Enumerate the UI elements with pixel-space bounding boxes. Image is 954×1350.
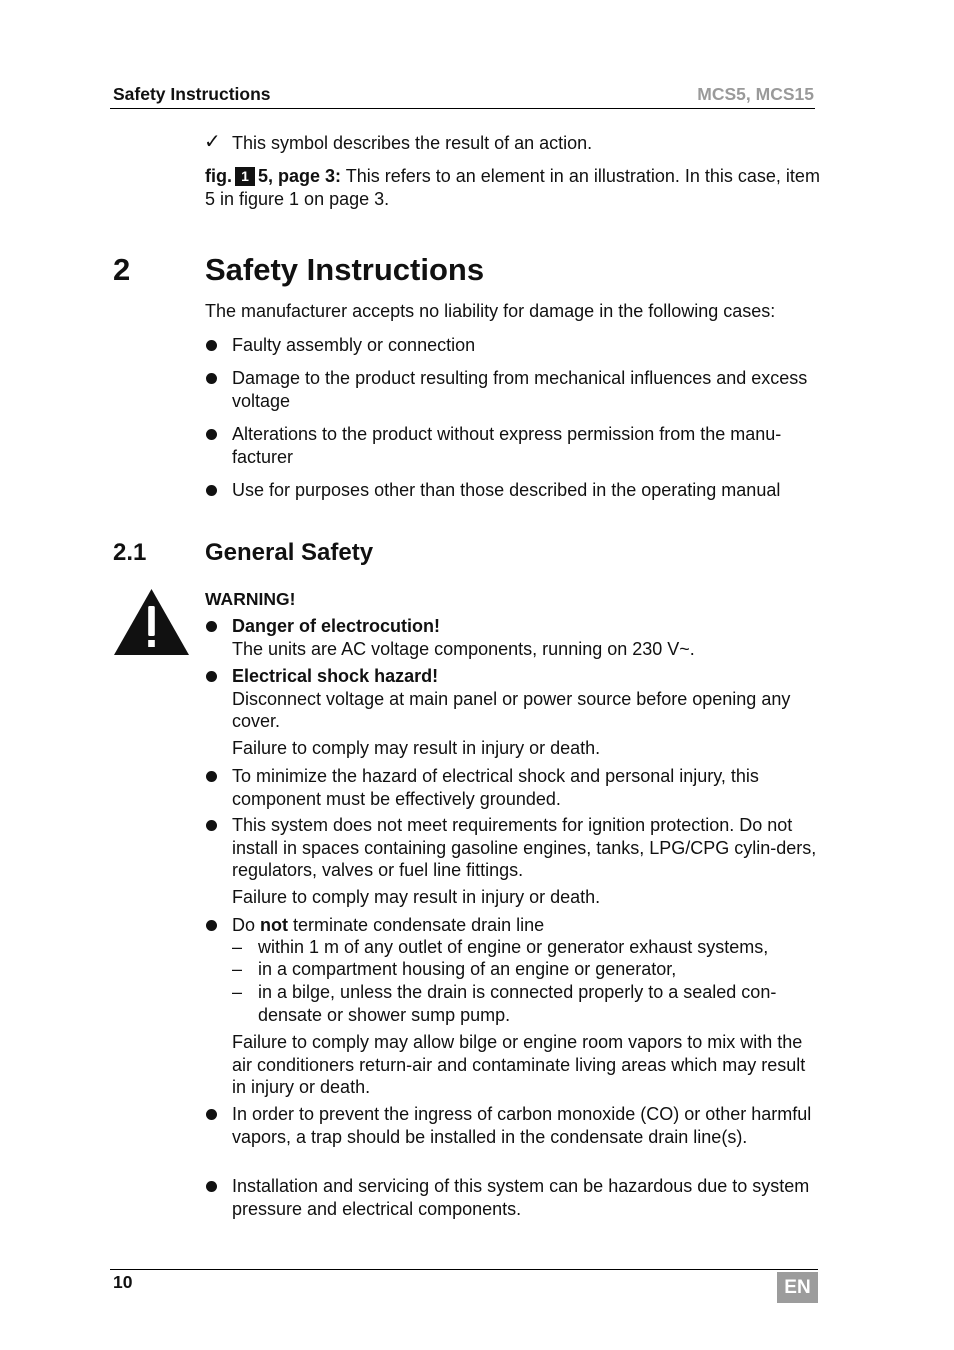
- checkmark-icon: ✓: [204, 131, 221, 153]
- bullet-icon: [206, 671, 217, 682]
- list-item: This system does not meet requirements for ignition protection. Do not install in spaces containing gasoline engines, tanks, LPG/CPG cylin-ders, regulators, valves or fuel line fittings.: [205, 814, 820, 882]
- page-number: 10: [113, 1272, 133, 1292]
- bullet-icon: [206, 1109, 217, 1120]
- sub-list-item: – in a compartment housing of an engine or generator,: [232, 959, 677, 979]
- figure-number-box: 1: [235, 167, 255, 186]
- bullet-icon: [206, 820, 217, 831]
- sub-list-item: – within 1 m of any outlet of engine or generator exhaust systems,: [232, 937, 769, 957]
- list-item: Danger of electrocution! The units are AC voltage components, running on 230 V~.: [205, 615, 820, 660]
- footer-rule: [110, 1269, 818, 1270]
- bullet-icon: [206, 920, 217, 931]
- figure-reference-note: fig. 1 5, page 3: This refers to an element in an illustration. In this case, item 5 in figure 1 on page 3.: [205, 166, 820, 209]
- list-item: Do not terminate condensate drain line: [205, 914, 820, 937]
- section-title: Safety Instructions: [205, 252, 485, 287]
- list-item: Use for purposes other than those described in the operating manual: [205, 479, 820, 502]
- bullet-icon: [206, 771, 217, 782]
- warning-triangle-icon: [113, 588, 190, 656]
- subsection-number: 2.1: [113, 539, 147, 566]
- list-item: In order to prevent the ingress of carbon monoxide (CO) or other harmful vapors, a trap should be installed in the condensate drain line(s).: [205, 1103, 820, 1148]
- list-item: Installation and servicing of this system can be hazardous due to system pressure and electrical components.: [205, 1175, 820, 1220]
- list-item: Damage to the product resulting from mechanical influences and excess voltage: [205, 367, 820, 412]
- liability-lead: The manufacturer accepts no liability for damage in the following cases:: [205, 301, 776, 321]
- failure-note: Failure to comply may result in injury or death.: [232, 887, 601, 907]
- list-item: To minimize the hazard of electrical shock and personal injury, this component must be effectively grounded.: [205, 765, 820, 810]
- list-item: Faulty assembly or connection: [205, 334, 820, 357]
- list-item: Alterations to the product without express permission from the manu-facturer: [205, 423, 820, 468]
- sub-list-item: – in a bilge, unless the drain is connected properly to a sealed con-densate or shower sump pump.: [232, 982, 777, 1025]
- section-number: 2: [113, 252, 131, 287]
- failure-note: Failure to comply may result in injury or death.: [232, 738, 601, 758]
- bullet-icon: [206, 621, 217, 632]
- bullet-icon: [206, 485, 217, 496]
- bullet-icon: [206, 373, 217, 384]
- bullet-icon: [206, 340, 217, 351]
- failure-note: Failure to comply may allow bilge or engine room vapors to mix with the air conditioners return-air and contaminate living areas which may result in injury or death.: [232, 1032, 806, 1098]
- language-badge: EN: [777, 1272, 818, 1303]
- running-header-title: Safety Instructions: [113, 84, 271, 104]
- bullet-icon: [206, 429, 217, 440]
- warning-label: WARNING!: [205, 589, 296, 609]
- running-header-model: MCS5, MCS15: [697, 84, 814, 104]
- list-item: Electrical shock hazard! Disconnect voltage at main panel or power source before opening any cover.: [205, 665, 820, 733]
- result-symbol-note: ✓ This symbol describes the result of an action.: [204, 131, 593, 153]
- subsection-title: General Safety: [205, 539, 374, 566]
- bullet-icon: [206, 1181, 217, 1192]
- header-rule: [110, 108, 815, 109]
